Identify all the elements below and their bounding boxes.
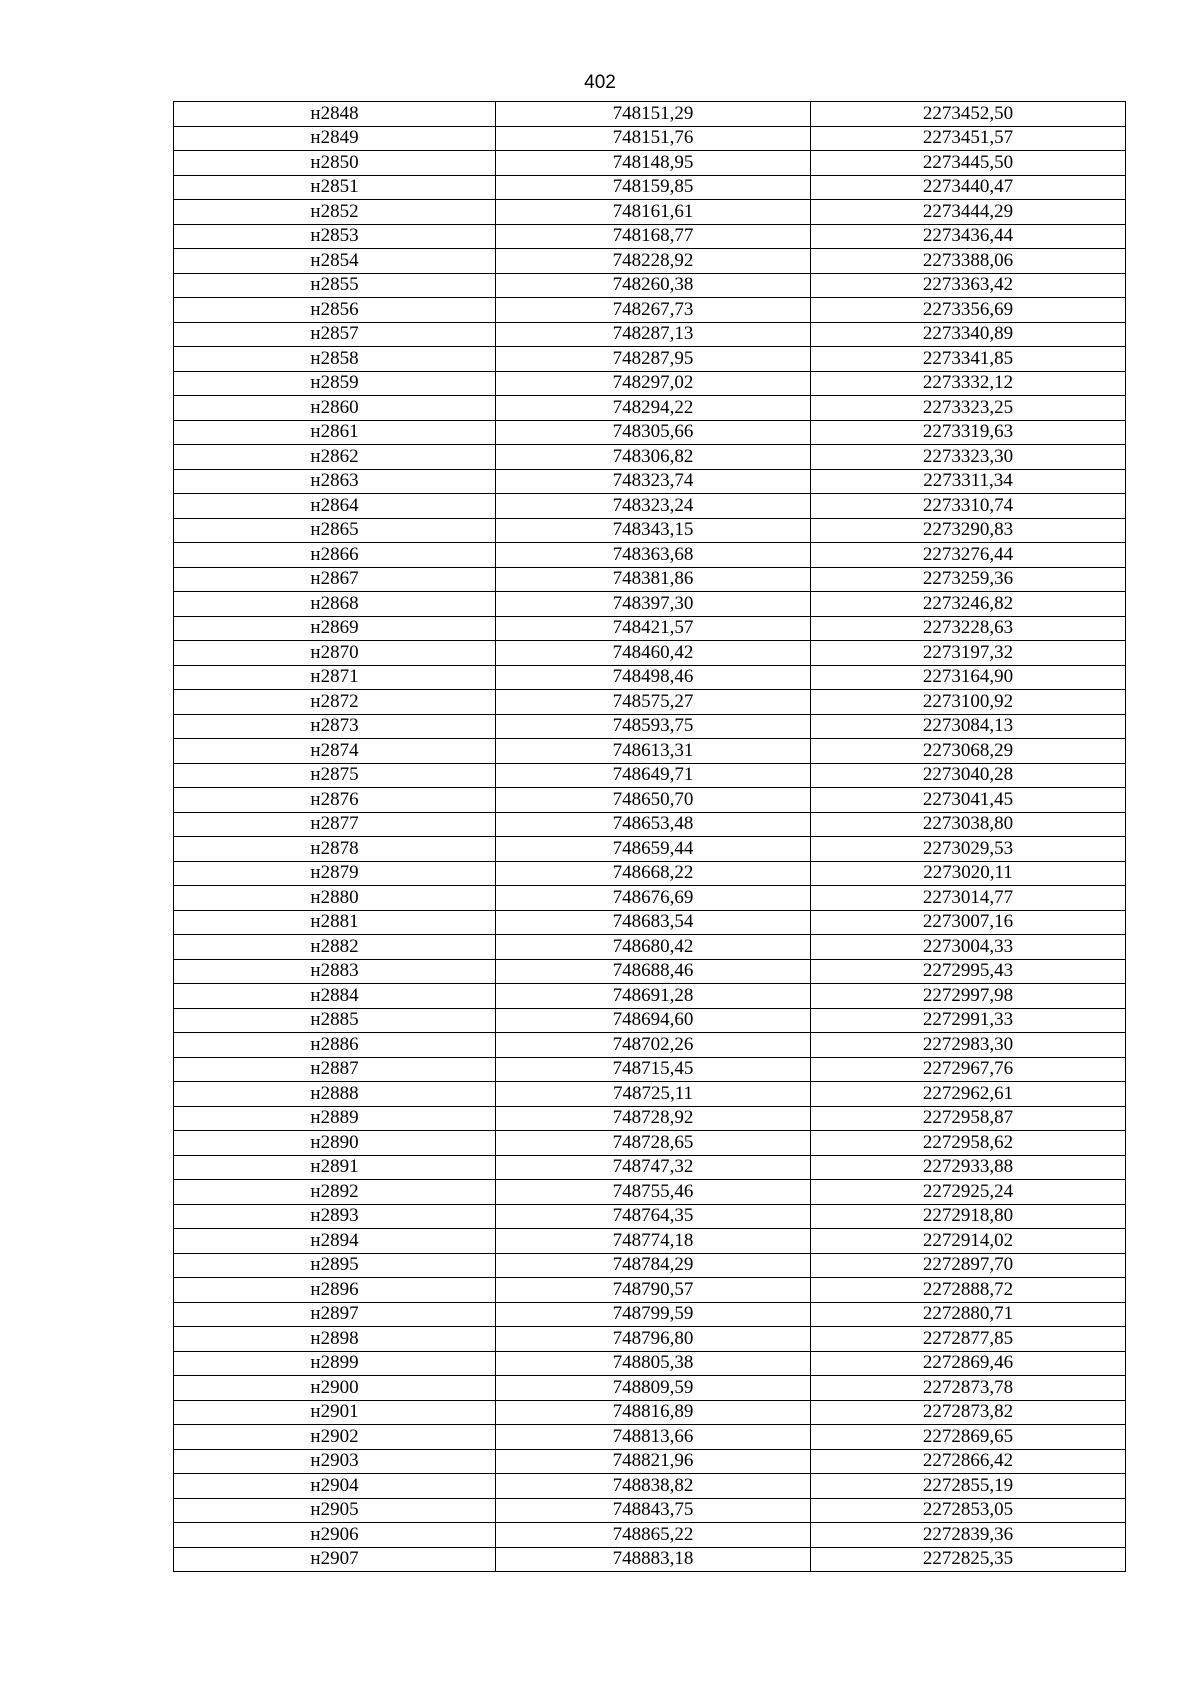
y-coordinate-cell: 2273290,83 [811,518,1126,543]
point-name-cell: н2895 [174,1253,496,1278]
x-coordinate-cell: 748813,66 [496,1425,811,1450]
table-row [174,200,1126,225]
point-name-cell: н2885 [174,1008,496,1033]
table-row [174,494,1126,519]
point-name-cell: н2904 [174,1474,496,1499]
y-coordinate-cell: 2273007,16 [811,910,1126,935]
x-coordinate-cell: 748883,18 [496,1547,811,1572]
x-coordinate-cell: 748168,77 [496,224,811,249]
y-coordinate-cell: 2273341,85 [811,347,1126,372]
point-name-cell: н2884 [174,984,496,1009]
point-name-cell: н2890 [174,1131,496,1156]
y-coordinate-cell: 2272933,88 [811,1155,1126,1180]
y-coordinate-cell: 2272855,19 [811,1474,1126,1499]
table-row [174,518,1126,543]
point-name-cell: н2882 [174,935,496,960]
table-row [174,592,1126,617]
x-coordinate-cell: 748680,42 [496,935,811,960]
table-row [174,126,1126,151]
point-name-cell: н2874 [174,739,496,764]
table-row [174,1204,1126,1229]
x-coordinate-cell: 748728,65 [496,1131,811,1156]
table-row [174,151,1126,176]
x-coordinate-cell: 748323,24 [496,494,811,519]
point-name-cell: н2868 [174,592,496,617]
x-coordinate-cell: 748151,76 [496,126,811,151]
point-name-cell: н2857 [174,322,496,347]
table-row [174,1033,1126,1058]
x-coordinate-cell: 748228,92 [496,249,811,274]
point-name-cell: н2863 [174,469,496,494]
table-row [174,1057,1126,1082]
table-row [174,175,1126,200]
point-name-cell: н2848 [174,102,496,127]
table-row [174,420,1126,445]
point-name-cell: н2883 [174,959,496,984]
x-coordinate-cell: 748460,42 [496,641,811,666]
x-coordinate-cell: 748799,59 [496,1302,811,1327]
y-coordinate-cell: 2272877,85 [811,1327,1126,1352]
point-name-cell: н2897 [174,1302,496,1327]
x-coordinate-cell: 748688,46 [496,959,811,984]
table-row [174,788,1126,813]
x-coordinate-cell: 748790,57 [496,1278,811,1303]
table-row [174,1008,1126,1033]
point-name-cell: н2880 [174,886,496,911]
point-name-cell: н2889 [174,1106,496,1131]
y-coordinate-cell: 2272962,61 [811,1082,1126,1107]
table-row [174,616,1126,641]
y-coordinate-cell: 2272918,80 [811,1204,1126,1229]
x-coordinate-cell: 748659,44 [496,837,811,862]
point-name-cell: н2872 [174,690,496,715]
point-name-cell: н2896 [174,1278,496,1303]
point-name-cell: н2875 [174,763,496,788]
table-row [174,371,1126,396]
y-coordinate-cell: 2273100,92 [811,690,1126,715]
table-row [174,298,1126,323]
x-coordinate-cell: 748613,31 [496,739,811,764]
table-row [174,1523,1126,1548]
point-name-cell: н2901 [174,1400,496,1425]
table-row [174,445,1126,470]
table-row [174,886,1126,911]
y-coordinate-cell: 2272853,05 [811,1498,1126,1523]
x-coordinate-cell: 748323,74 [496,469,811,494]
y-coordinate-cell: 2272925,24 [811,1180,1126,1205]
table-row [174,1376,1126,1401]
table-row [174,1155,1126,1180]
table-row [174,714,1126,739]
x-coordinate-cell: 748755,46 [496,1180,811,1205]
point-name-cell: н2871 [174,665,496,690]
y-coordinate-cell: 2272967,76 [811,1057,1126,1082]
point-name-cell: н2853 [174,224,496,249]
point-name-cell: н2905 [174,1498,496,1523]
x-coordinate-cell: 748816,89 [496,1400,811,1425]
point-name-cell: н2878 [174,837,496,862]
table-row [174,1278,1126,1303]
y-coordinate-cell: 2273323,30 [811,445,1126,470]
y-coordinate-cell: 2273040,28 [811,763,1126,788]
y-coordinate-cell: 2273436,44 [811,224,1126,249]
y-coordinate-cell: 2273164,90 [811,665,1126,690]
coordinates-table-body [174,102,1126,1572]
point-name-cell: н2887 [174,1057,496,1082]
point-name-cell: н2886 [174,1033,496,1058]
table-row [174,1229,1126,1254]
y-coordinate-cell: 2272880,71 [811,1302,1126,1327]
table-row [174,861,1126,886]
point-name-cell: н2860 [174,396,496,421]
x-coordinate-cell: 748784,29 [496,1253,811,1278]
point-name-cell: н2858 [174,347,496,372]
y-coordinate-cell: 2272873,78 [811,1376,1126,1401]
point-name-cell: н2907 [174,1547,496,1572]
table-row [174,1106,1126,1131]
y-coordinate-cell: 2273451,57 [811,126,1126,151]
point-name-cell: н2894 [174,1229,496,1254]
point-name-cell: н2849 [174,126,496,151]
x-coordinate-cell: 748267,73 [496,298,811,323]
table-row [174,641,1126,666]
y-coordinate-cell: 2273363,42 [811,273,1126,298]
point-name-cell: н2852 [174,200,496,225]
y-coordinate-cell: 2273445,50 [811,151,1126,176]
point-name-cell: н2862 [174,445,496,470]
coordinates-table [173,101,1126,1572]
point-name-cell: н2867 [174,567,496,592]
y-coordinate-cell: 2273014,77 [811,886,1126,911]
point-name-cell: н2866 [174,543,496,568]
y-coordinate-cell: 2273319,63 [811,420,1126,445]
table-row [174,1131,1126,1156]
x-coordinate-cell: 748287,13 [496,322,811,347]
point-name-cell: н2891 [174,1155,496,1180]
table-row [174,567,1126,592]
x-coordinate-cell: 748575,27 [496,690,811,715]
x-coordinate-cell: 748148,95 [496,151,811,176]
x-coordinate-cell: 748725,11 [496,1082,811,1107]
table-row [174,224,1126,249]
table-row [174,543,1126,568]
table-row [174,1425,1126,1450]
table-row [174,469,1126,494]
table-row [174,102,1126,127]
x-coordinate-cell: 748805,38 [496,1351,811,1376]
y-coordinate-cell: 2273259,36 [811,567,1126,592]
table-row [174,959,1126,984]
point-name-cell: н2876 [174,788,496,813]
point-name-cell: н2861 [174,420,496,445]
y-coordinate-cell: 2272897,70 [811,1253,1126,1278]
table-row [174,1327,1126,1352]
x-coordinate-cell: 748343,15 [496,518,811,543]
table-row [174,1449,1126,1474]
point-name-cell: н2892 [174,1180,496,1205]
table-row [174,322,1126,347]
point-name-cell: н2859 [174,371,496,396]
x-coordinate-cell: 748774,18 [496,1229,811,1254]
table-row [174,763,1126,788]
x-coordinate-cell: 748593,75 [496,714,811,739]
x-coordinate-cell: 748294,22 [496,396,811,421]
table-row [174,837,1126,862]
point-name-cell: н2888 [174,1082,496,1107]
point-name-cell: н2900 [174,1376,496,1401]
x-coordinate-cell: 748260,38 [496,273,811,298]
x-coordinate-cell: 748702,26 [496,1033,811,1058]
x-coordinate-cell: 748796,80 [496,1327,811,1352]
x-coordinate-cell: 748764,35 [496,1204,811,1229]
x-coordinate-cell: 748747,32 [496,1155,811,1180]
y-coordinate-cell: 2273310,74 [811,494,1126,519]
table-row [174,1400,1126,1425]
table-row [174,1547,1126,1572]
x-coordinate-cell: 748287,95 [496,347,811,372]
x-coordinate-cell: 748843,75 [496,1498,811,1523]
point-name-cell: н2869 [174,616,496,641]
x-coordinate-cell: 748498,46 [496,665,811,690]
x-coordinate-cell: 748650,70 [496,788,811,813]
x-coordinate-cell: 748159,85 [496,175,811,200]
point-name-cell: н2881 [174,910,496,935]
point-name-cell: н2850 [174,151,496,176]
y-coordinate-cell: 2272869,46 [811,1351,1126,1376]
y-coordinate-cell: 2273068,29 [811,739,1126,764]
x-coordinate-cell: 748865,22 [496,1523,811,1548]
point-name-cell: н2879 [174,861,496,886]
y-coordinate-cell: 2273276,44 [811,543,1126,568]
point-name-cell: н2864 [174,494,496,519]
y-coordinate-cell: 2272869,65 [811,1425,1126,1450]
y-coordinate-cell: 2273332,12 [811,371,1126,396]
x-coordinate-cell: 748305,66 [496,420,811,445]
point-name-cell: н2893 [174,1204,496,1229]
y-coordinate-cell: 2273444,29 [811,200,1126,225]
table-row [174,1302,1126,1327]
x-coordinate-cell: 748649,71 [496,763,811,788]
x-coordinate-cell: 748151,29 [496,102,811,127]
y-coordinate-cell: 2272991,33 [811,1008,1126,1033]
table-row [174,984,1126,1009]
y-coordinate-cell: 2273340,89 [811,322,1126,347]
x-coordinate-cell: 748653,48 [496,812,811,837]
point-name-cell: н2906 [174,1523,496,1548]
table-row [174,665,1126,690]
y-coordinate-cell: 2272873,82 [811,1400,1126,1425]
table-row [174,396,1126,421]
x-coordinate-cell: 748821,96 [496,1449,811,1474]
y-coordinate-cell: 2273197,32 [811,641,1126,666]
y-coordinate-cell: 2273323,25 [811,396,1126,421]
x-coordinate-cell: 748421,57 [496,616,811,641]
point-name-cell: н2903 [174,1449,496,1474]
y-coordinate-cell: 2272888,72 [811,1278,1126,1303]
table-row [174,1180,1126,1205]
point-name-cell: н2855 [174,273,496,298]
x-coordinate-cell: 748668,22 [496,861,811,886]
table-row [174,1498,1126,1523]
y-coordinate-cell: 2273246,82 [811,592,1126,617]
x-coordinate-cell: 748363,68 [496,543,811,568]
point-name-cell: н2873 [174,714,496,739]
x-coordinate-cell: 748306,82 [496,445,811,470]
y-coordinate-cell: 2273038,80 [811,812,1126,837]
x-coordinate-cell: 748683,54 [496,910,811,935]
y-coordinate-cell: 2273452,50 [811,102,1126,127]
y-coordinate-cell: 2272995,43 [811,959,1126,984]
table-row [174,935,1126,960]
x-coordinate-cell: 748161,61 [496,200,811,225]
point-name-cell: н2902 [174,1425,496,1450]
y-coordinate-cell: 2272983,30 [811,1033,1126,1058]
table-row [174,739,1126,764]
table-row [174,249,1126,274]
point-name-cell: н2898 [174,1327,496,1352]
y-coordinate-cell: 2273440,47 [811,175,1126,200]
y-coordinate-cell: 2273228,63 [811,616,1126,641]
point-name-cell: н2877 [174,812,496,837]
y-coordinate-cell: 2273004,33 [811,935,1126,960]
table-row [174,1082,1126,1107]
point-name-cell: н2856 [174,298,496,323]
point-name-cell: н2870 [174,641,496,666]
y-coordinate-cell: 2273029,53 [811,837,1126,862]
y-coordinate-cell: 2273311,34 [811,469,1126,494]
y-coordinate-cell: 2272997,98 [811,984,1126,1009]
point-name-cell: н2854 [174,249,496,274]
point-name-cell: н2865 [174,518,496,543]
y-coordinate-cell: 2272958,87 [811,1106,1126,1131]
x-coordinate-cell: 748691,28 [496,984,811,1009]
table-row [174,812,1126,837]
table-row [174,910,1126,935]
y-coordinate-cell: 2272825,35 [811,1547,1126,1572]
x-coordinate-cell: 748297,02 [496,371,811,396]
x-coordinate-cell: 748381,86 [496,567,811,592]
x-coordinate-cell: 748809,59 [496,1376,811,1401]
table-row [174,347,1126,372]
x-coordinate-cell: 748676,69 [496,886,811,911]
y-coordinate-cell: 2273020,11 [811,861,1126,886]
y-coordinate-cell: 2273356,69 [811,298,1126,323]
x-coordinate-cell: 748715,45 [496,1057,811,1082]
table-row [174,273,1126,298]
y-coordinate-cell: 2273041,45 [811,788,1126,813]
point-name-cell: н2851 [174,175,496,200]
y-coordinate-cell: 2272958,62 [811,1131,1126,1156]
table-row [174,1351,1126,1376]
y-coordinate-cell: 2272914,02 [811,1229,1126,1254]
x-coordinate-cell: 748838,82 [496,1474,811,1499]
table-row [174,1474,1126,1499]
page-number: 402 [584,72,616,93]
y-coordinate-cell: 2272866,42 [811,1449,1126,1474]
y-coordinate-cell: 2272839,36 [811,1523,1126,1548]
x-coordinate-cell: 748397,30 [496,592,811,617]
table-row [174,690,1126,715]
point-name-cell: н2899 [174,1351,496,1376]
y-coordinate-cell: 2273388,06 [811,249,1126,274]
x-coordinate-cell: 748728,92 [496,1106,811,1131]
y-coordinate-cell: 2273084,13 [811,714,1126,739]
table-row [174,1253,1126,1278]
x-coordinate-cell: 748694,60 [496,1008,811,1033]
